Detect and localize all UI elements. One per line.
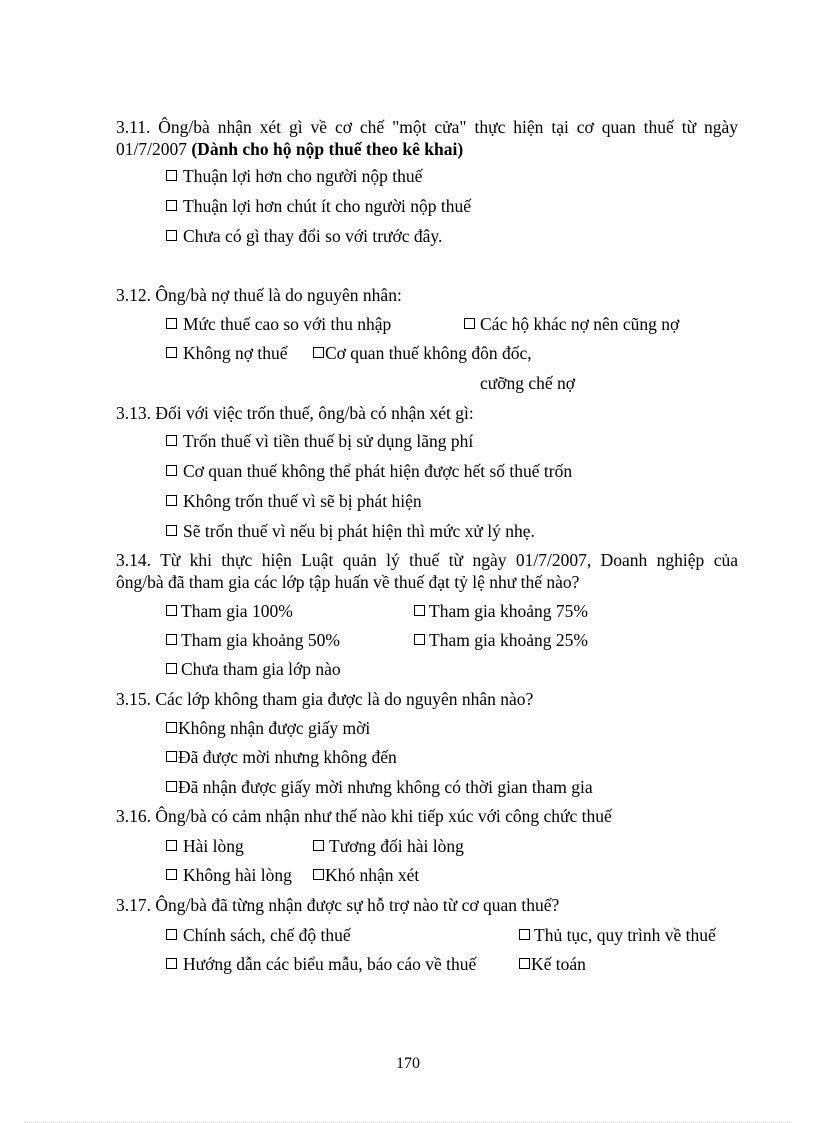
checkbox-icon[interactable] bbox=[166, 634, 177, 645]
option-3-16-3[interactable]: Không hài lòng bbox=[166, 864, 292, 886]
option-3-11-3[interactable]: Chưa có gì thay đổi so với trước đây. bbox=[166, 225, 442, 247]
question-3-16-title: 3.16. Ông/bà có cảm nhận như thế nào khi tiếp xúc với công chức thuế bbox=[116, 806, 612, 826]
checkbox-icon[interactable] bbox=[166, 525, 177, 536]
checkbox-icon[interactable] bbox=[313, 840, 324, 851]
checkbox-icon[interactable] bbox=[166, 318, 177, 329]
checkbox-icon[interactable] bbox=[519, 958, 530, 969]
option-3-13-1[interactable]: Trốn thuế vì tiền thuế bị sử dụng lãng phí bbox=[166, 430, 473, 452]
option-3-15-2[interactable]: Đã được mời nhưng không đến bbox=[166, 746, 397, 768]
option-3-12-2[interactable]: Các hộ khác nợ nên cũng nợ bbox=[464, 313, 679, 335]
question-3-11 bbox=[116, 116, 738, 160]
question-3-14-line1: 3.14. Từ khi thực hiện Luật quản lý thuế từ ngày 01/7/2007, Doanh nghiệp của bbox=[116, 550, 738, 570]
checkbox-icon[interactable] bbox=[313, 869, 324, 880]
checkbox-icon[interactable] bbox=[166, 170, 177, 181]
question-3-15-title: 3.15. Các lớp không tham gia được là do nguyên nhân nào? bbox=[116, 689, 534, 709]
option-3-16-4[interactable]: Khó nhận xét bbox=[313, 864, 419, 886]
option-3-15-1[interactable]: Không nhận được giấy mời bbox=[166, 717, 370, 739]
option-3-12-3[interactable]: Không nợ thuế bbox=[166, 342, 288, 364]
option-3-16-2[interactable]: Tương đối hài lòng bbox=[313, 835, 464, 857]
checkbox-icon[interactable] bbox=[166, 663, 177, 674]
option-3-17-2[interactable]: Thủ tục, quy trình về thuế bbox=[519, 924, 716, 946]
checkbox-icon[interactable] bbox=[166, 435, 177, 446]
question-3-11-line2: 01/7/2007 (Dành cho hộ nộp thuế theo kê khai) bbox=[116, 139, 464, 159]
option-3-14-1[interactable]: Tham gia 100% bbox=[166, 600, 293, 622]
option-3-17-4[interactable]: Kế toán bbox=[519, 953, 586, 975]
checkbox-icon[interactable] bbox=[166, 869, 177, 880]
question-3-12-title: 3.12. Ông/bà nợ thuế là do nguyên nhân: bbox=[116, 285, 402, 305]
page-number: 170 bbox=[396, 1055, 420, 1072]
checkbox-icon[interactable] bbox=[166, 840, 177, 851]
checkbox-icon[interactable] bbox=[166, 465, 177, 476]
question-3-11-line1: 3.11. Ông/bà nhận xét gì về cơ chế "một cửa" thực hiện tại cơ quan thuế từ ngày bbox=[116, 117, 738, 137]
option-3-16-1[interactable]: Hài lòng bbox=[166, 835, 244, 857]
option-3-14-4[interactable]: Tham gia khoảng 25% bbox=[414, 629, 588, 651]
checkbox-icon[interactable] bbox=[166, 958, 177, 969]
checkbox-icon[interactable] bbox=[166, 347, 177, 358]
question-3-14-line2: ông/bà đã tham gia các lớp tập huấn về thuế đạt tỷ lệ như thế nào? bbox=[116, 572, 580, 592]
option-3-13-3[interactable]: Không trốn thuế vì sẽ bị phát hiện bbox=[166, 490, 422, 512]
checkbox-icon[interactable] bbox=[166, 722, 177, 733]
option-3-11-2[interactable]: Thuận lợi hơn chút ít cho người nộp thuế bbox=[166, 195, 471, 217]
question-3-17-title: 3.17. Ông/bà đã từng nhận được sự hỗ trợ nào từ cơ quan thuế? bbox=[116, 895, 560, 915]
checkbox-icon[interactable] bbox=[464, 318, 475, 329]
option-3-17-3[interactable]: Hướng dẫn các biểu mẫu, báo cáo về thuế bbox=[166, 953, 476, 975]
checkbox-icon[interactable] bbox=[166, 230, 177, 241]
checkbox-icon[interactable] bbox=[166, 605, 177, 616]
checkbox-icon[interactable] bbox=[414, 605, 425, 616]
option-3-14-5[interactable]: Chưa tham gia lớp nào bbox=[166, 658, 341, 680]
option-3-12-4-continuation: cưỡng chế nợ bbox=[480, 373, 576, 393]
checkbox-icon[interactable] bbox=[414, 634, 425, 645]
option-3-12-1[interactable]: Mức thuế cao so với thu nhập bbox=[166, 313, 391, 335]
checkbox-icon[interactable] bbox=[166, 495, 177, 506]
option-3-14-3[interactable]: Tham gia khoảng 50% bbox=[166, 629, 340, 651]
question-3-11-note: (Dành cho hộ nộp thuế theo kê khai) bbox=[191, 139, 464, 159]
checkbox-icon[interactable] bbox=[313, 347, 324, 358]
option-3-15-3[interactable]: Đã nhận được giấy mời nhưng không có thời gian tham gia bbox=[166, 776, 593, 798]
question-3-13-title: 3.13. Đối với việc trốn thuế, ông/bà có nhận xét gì: bbox=[116, 403, 474, 423]
checkbox-icon[interactable] bbox=[166, 200, 177, 211]
checkbox-icon[interactable] bbox=[166, 929, 177, 940]
option-3-14-2[interactable]: Tham gia khoảng 75% bbox=[414, 600, 588, 622]
option-3-12-4[interactable]: Cơ quan thuế không đôn đốc, bbox=[313, 342, 532, 364]
checkbox-icon[interactable] bbox=[166, 751, 177, 762]
checkbox-icon[interactable] bbox=[519, 929, 530, 940]
option-3-11-1[interactable]: Thuận lợi hơn cho người nộp thuế bbox=[166, 165, 422, 187]
checkbox-icon[interactable] bbox=[166, 781, 177, 792]
option-3-17-1[interactable]: Chính sách, chế độ thuế bbox=[166, 924, 351, 946]
option-3-13-4[interactable]: Sẽ trốn thuế vì nếu bị phát hiện thì mức xử lý nhẹ. bbox=[166, 520, 535, 542]
question-3-14 bbox=[116, 549, 738, 593]
option-3-13-2[interactable]: Cơ quan thuế không thể phát hiện được hết số thuế trốn bbox=[166, 460, 572, 482]
